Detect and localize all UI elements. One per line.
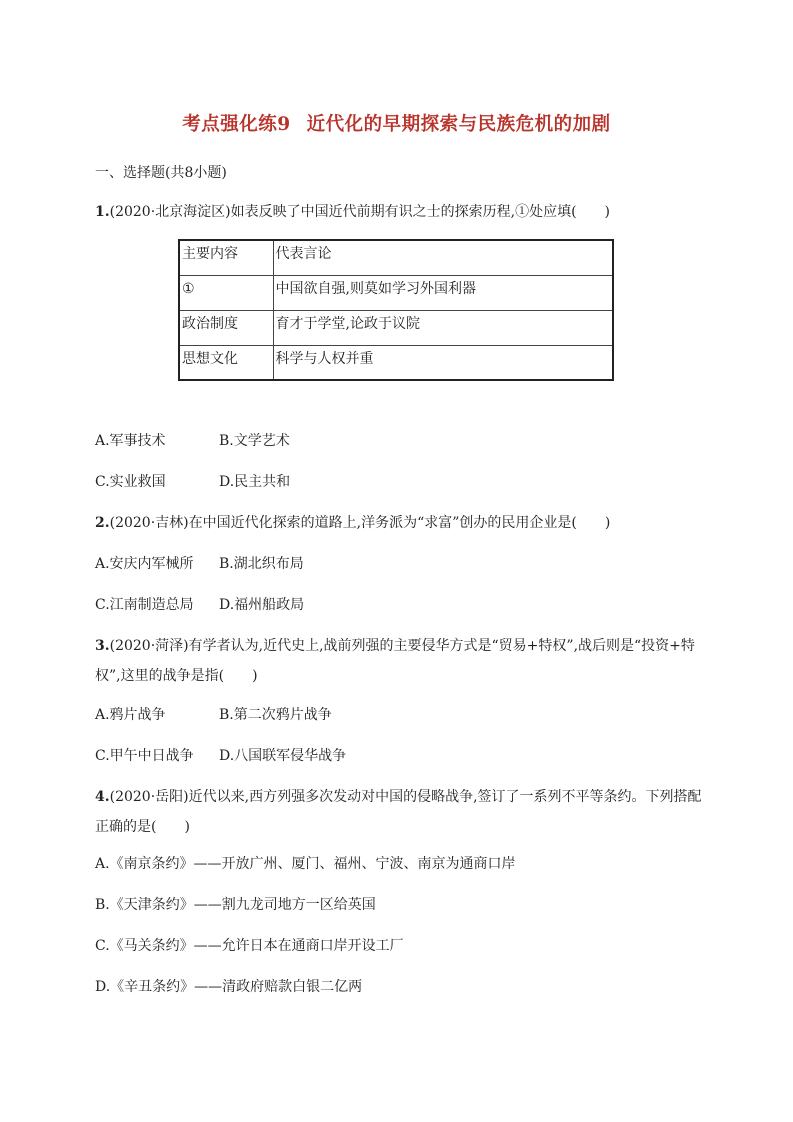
title-topic: 近代化的早期探索与民族危机的加剧 <box>306 114 611 135</box>
option-d[interactable]: D.福州船政局 <box>219 597 305 613</box>
table-cell: 思想文化 <box>179 345 273 380</box>
option-row <box>95 472 290 492</box>
option-d[interactable]: D.《辛丑条约》——清政府赔款白银二亿两 <box>95 979 363 995</box>
table-cell: 科学与人权并重 <box>273 345 613 380</box>
question-number: 2. <box>95 515 110 531</box>
option-b[interactable]: B.《天津条约》——割九龙司地方一区给英国 <box>95 897 376 913</box>
option-row <box>95 705 332 725</box>
option-row <box>95 746 346 766</box>
question-number: 3. <box>95 638 110 654</box>
option-row <box>95 595 304 615</box>
table-cell: ① <box>179 275 273 310</box>
option-b[interactable]: B.第二次鸦片战争 <box>219 707 332 723</box>
option-c[interactable]: C.《马关条约》——允许日本在通商口岸开设工厂 <box>95 938 404 954</box>
option-b[interactable]: B.湖北织布局 <box>219 556 304 572</box>
section-heading: 一、选择题(共8小题) <box>95 165 227 181</box>
option-a[interactable]: A.军事技术 <box>95 433 166 449</box>
question-text: (2020·北京海淀区)如表反映了中国近代前期有识之士的探索历程,①处应填( ) <box>109 204 611 220</box>
option-d[interactable]: D.八国联军侵华战争 <box>219 748 347 764</box>
question-1-table <box>178 239 614 381</box>
question-4 <box>95 782 705 842</box>
option-c[interactable]: C.甲午中日战争 <box>95 748 194 764</box>
table-cell: 育才于学堂,论政于议院 <box>273 310 613 345</box>
option-b[interactable]: B.文学艺术 <box>219 433 290 449</box>
option-row <box>95 431 290 451</box>
option-row <box>95 554 304 574</box>
table-row <box>179 240 613 275</box>
question-3 <box>95 631 705 691</box>
table-cell: 中国欲自强,则莫如学习外国利器 <box>273 275 613 310</box>
table-row <box>179 345 613 380</box>
table-header-cell: 代表言论 <box>273 240 613 275</box>
option-d[interactable]: D.民主共和 <box>219 474 291 490</box>
title-code: 考点强化练9 <box>182 114 291 135</box>
question-1 <box>95 202 610 222</box>
table-cell: 政治制度 <box>179 310 273 345</box>
question-number: 4. <box>95 789 110 805</box>
page-title <box>0 110 793 136</box>
option-c[interactable]: C.实业救国 <box>95 474 166 490</box>
option-c[interactable]: C.江南制造总局 <box>95 597 194 613</box>
question-text: (2020·菏泽)有学者认为,近代史上,战前列强的主要侵华方式是“贸易+特权”,战后则是“投资+特权”,这里的战争是指( ) <box>95 638 695 684</box>
table-row <box>179 275 613 310</box>
option-a[interactable]: A.《南京条约》——开放广州、厦门、福州、宁波、南京为通商口岸 <box>95 856 516 872</box>
table-header-cell: 主要内容 <box>179 240 273 275</box>
option-a[interactable]: A.安庆内军械所 <box>95 556 194 572</box>
table-row <box>179 310 613 345</box>
option-a[interactable]: A.鸦片战争 <box>95 707 166 723</box>
question-text: (2020·岳阳)近代以来,西方列强多次发动对中国的侵略战争,签订了一系列不平等条约。下列搭配正确的是( ) <box>95 789 702 835</box>
question-text: (2020·吉林)在中国近代化探索的道路上,洋务派为“求富”创办的民用企业是( ) <box>109 515 611 531</box>
question-2 <box>95 513 610 533</box>
question-number: 1. <box>95 204 110 220</box>
